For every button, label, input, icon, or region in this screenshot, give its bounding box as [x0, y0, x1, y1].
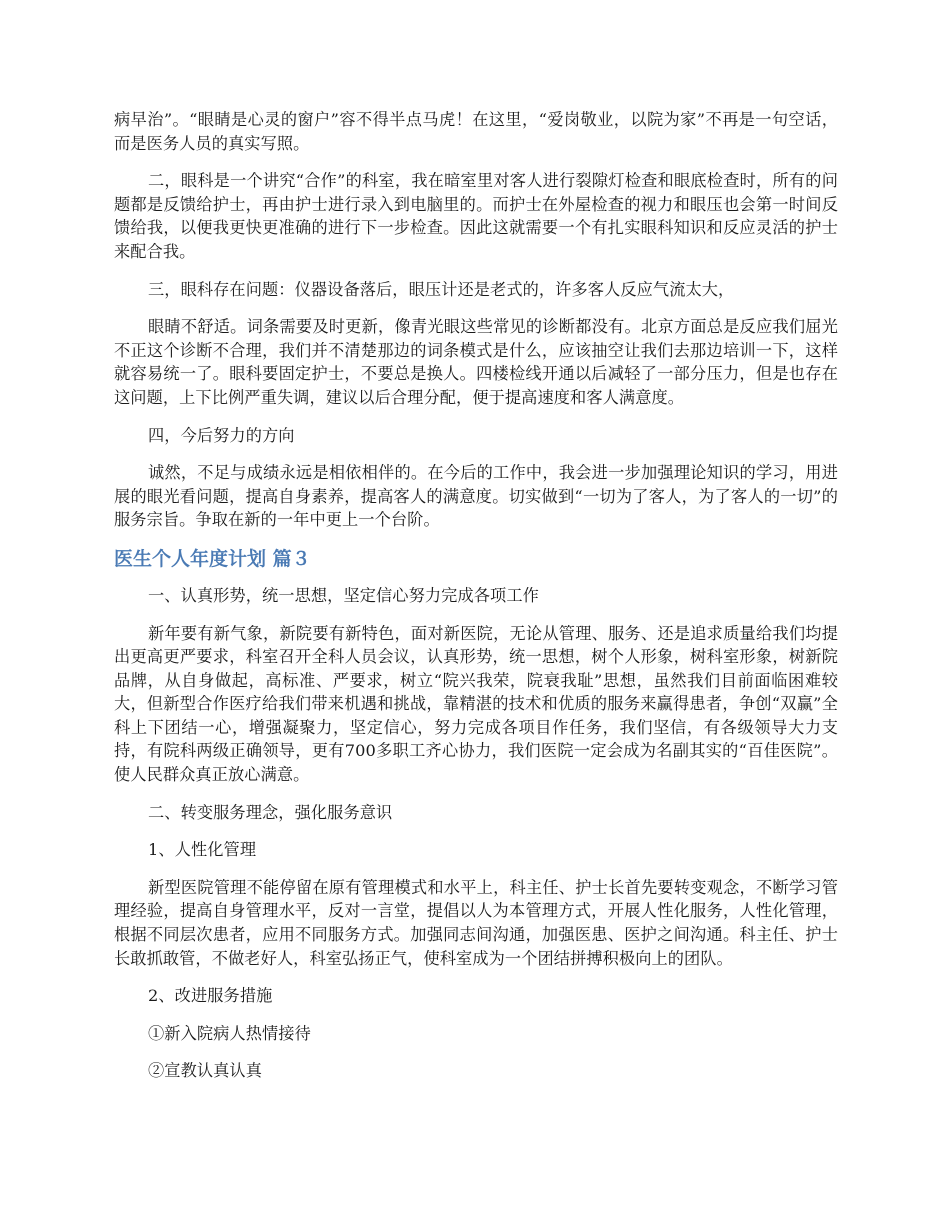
paragraph: ①新入院病人热情接待: [148, 1023, 311, 1043]
paragraph: 新型医院管理不能停留在原有管理模式和水平上，科主任、护士长首先要转变观念，不断学习管理经验，提高自身管理水平，反对一言堂，提倡以人为本管理方式，开展人性化服务，人性化管理，根据不同层次患者，应用不同服务方式。加强同志间沟通，加强医患、医护之间沟通。科主任、护士长敢抓敢管，不做老好人，科室弘扬正气，使科室成为一个团结拼搏积极向上的团队。: [114, 877, 838, 968]
paragraph: 四，今后努力的方向: [148, 425, 295, 445]
paragraph: 新年要有新气象，新院要有新特色，面对新医院，无论从管理、服务、还是追求质量给我们均提出更高更严要求，科室召开全科人员会议，认真形势，统一思想，树个人形象，树科室形象，树新院品牌，从自身做起，高标准、严要求，树立“院兴我荣，院衰我耻”思想，虽然我们目前面临困难较大，但新型合作医疗给我们带来机遇和挑战，靠精湛的技术和优质的服务来赢得患者，争创“双赢”全科上下团结一心，增强凝聚力，坚定信心，努力完成各项目作任务，我们坚信，有各级领导大力支持，有院科两级正确领导，更有700多职工齐心协力，我们医院一定会成为名副其实的“百佳医院”。使人民群众真正放心满意。: [114, 623, 838, 785]
paragraph: 眼睛不舒适。词条需要及时更新，像青光眼这些常见的诊断都没有。北京方面总是反应我们屈光不正这个诊断不合理，我们并不清楚那边的词条模式是什么，应该抽空让我们去那边培训一下，这样就容易统一了。眼科要固定护士，不要总是换人。四楼检线开通以后减轻了一部分压力，但是也存在这问题，上下比例严重失调，建议以后合理分配，便于提高速度和客人满意度。: [114, 317, 838, 407]
paragraph: 一、认真形势，统一思想，坚定信心努力完成各项工作: [148, 585, 539, 605]
paragraph: 1、人性化管理: [148, 840, 257, 860]
section-heading: 医生个人年度计划 篇３: [114, 547, 311, 570]
paragraph: 三，眼科存在问题：仪器设备落后，眼压计还是老式的，许多客人反应气流太大，: [148, 279, 735, 299]
paragraph: 病早治”。“眼睛是心灵的窗户”容不得半点马虎！在这里，“爱岗敬业，以院为家”不再是一句空话，而是医务人员的真实写照。: [114, 110, 838, 153]
paragraph: 诚然，不足与成绩永远是相依相伴的。在今后的工作中，我会进一步加强理论知识的学习，用进展的眼光看问题，提高自身素养，提高客人的满意度。切实做到“一切为了客人，为了客人的一切”的服务宗旨。争取在新的一年中更上一个台阶。: [114, 463, 838, 530]
paragraph: ②宣教认真认真: [148, 1061, 263, 1081]
paragraph: 二、转变服务理念，强化服务意识: [148, 802, 393, 822]
paragraph: 2、改进服务措施: [148, 986, 273, 1006]
paragraph: 二，眼科是一个讲究“合作”的科室，我在暗室里对客人进行裂隙灯检查和眼底检查时，所有的问题都是反馈给护士，再由护士进行录入到电脑里的。而护士在外屋检查的视力和眼压也会第一时间反馈给我，以便我更快更准确的进行下一步检查。因此这就需要一个有扎实眼科知识和反应灵活的护士来配合我。: [114, 171, 838, 261]
